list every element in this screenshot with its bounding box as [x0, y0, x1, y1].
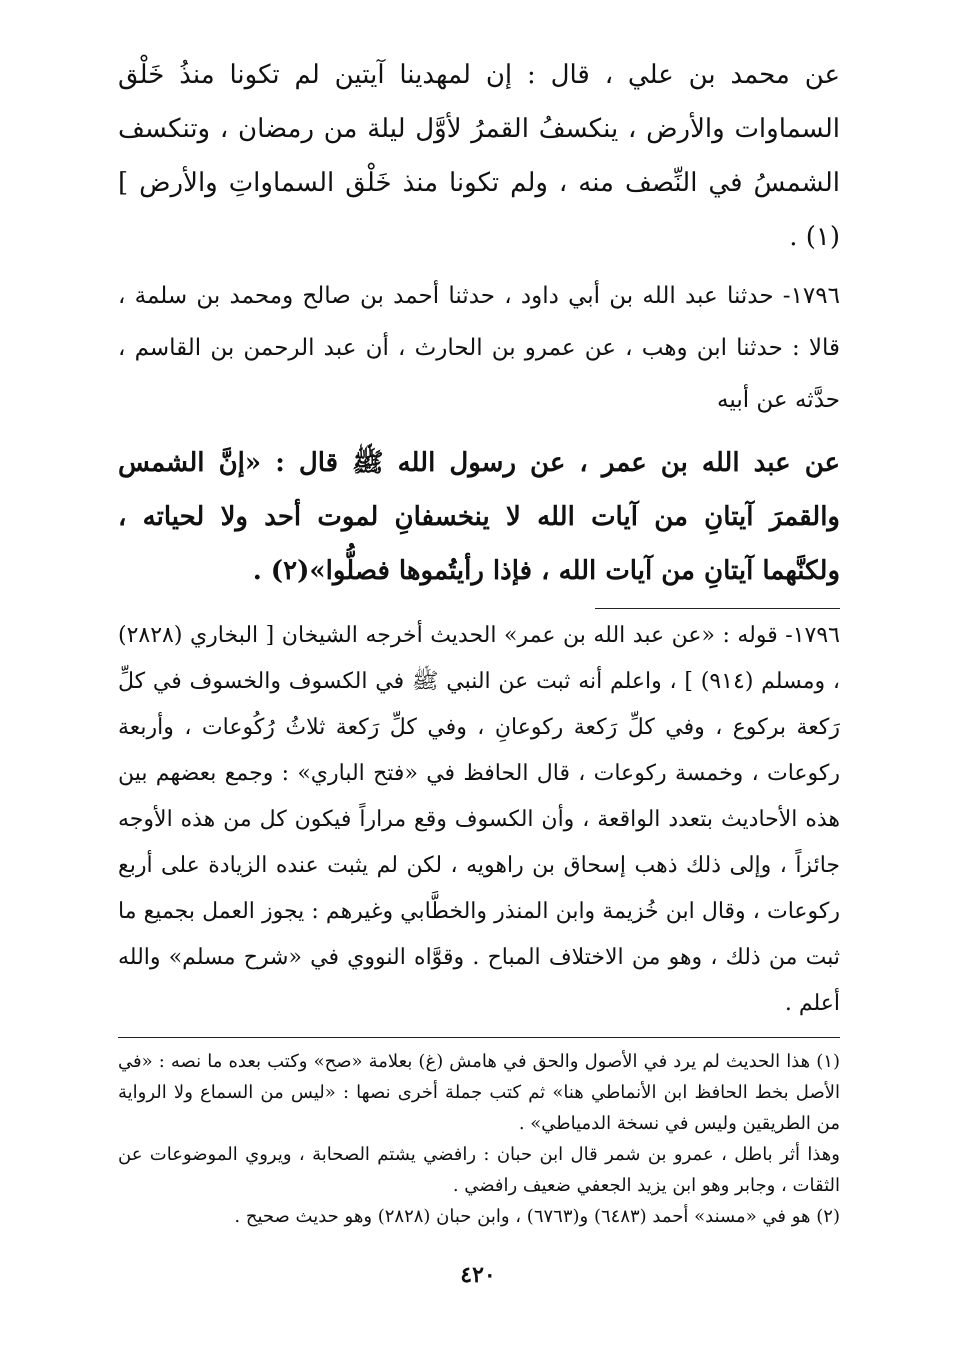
hadith-narration: ١٧٩٦- حدثنا عبد الله بن أبي داود ، حدثنا أحمد بن صالح ومحمد بن سلمة ، قالا : حدثنا ابن وهب ، عن عمرو بن الحارث ، أن عبد الرحمن بن القاسم ، حدَّثه عن أبيه: [118, 283, 840, 413]
footnotes-section: [118, 1046, 840, 1232]
page-number: ٤٢٠: [460, 1262, 496, 1288]
footnote-1: (١) هذا الحديث لم يرد في الأصول والحق في هامش (غ) بعلامة «صح» وكتب بعده ما نصه : «في الأصل بخط الحافظ ابن الأنماطي هنا» ثم كتب جملة أخرى نصها : «ليس من السماع ولا الرواية من الطريقين وليس في نسخة الدمياطي» .: [118, 1051, 840, 1134]
book-page: [118, 48, 840, 1232]
hadith-matn: عن عبد الله بن عمر ، عن رسول الله ﷺ قال : «إنَّ الشمس والقمرَ آيتانِ من آيات الله لا ينخسفانِ لموت أحد ولا لحياته ، ولكنَّهما آيتانِ من آيات الله ، فإذا رأيتُموها فصلُّوا»(٢) .: [118, 448, 840, 586]
commentary-divider: [595, 608, 840, 609]
commentary-text: ١٧٩٦- قوله : «عن عبد الله بن عمر» الحديث أخرجه الشيخان [ البخاري (٢٨٢٨) ، ومسلم (٩١٤) ] ، واعلم أنه ثبت عن النبي ﷺ في الكسوف والخسوف في كلِّ رَكعة بركوع ، وفي كلِّ رَكعة ركوعانِ ، وفي كلِّ رَكعة ثلاثُ رُكُوعات ، وأربعة ركوعات ، وخمسة ركوعات ، قال الحافظ في «فتح الباري» : وجمع بعضهم بين هذه الأحاديث بتعدد الواقعة ، وأن الكسوف وقع مراراً فيكون كل من هذه الأوجه جائزاً ، وإلى ذلك ذهب إسحاق بن راهويه ، لكن لم يثبت عنده الزيادة على أربع ركوعات ، وقال ابن خُزيمة وابن المنذر والخطَّابي وغيرهم : يجوز العمل بجميع ما ثبت من ذلك ، وهو من الاختلاف المباح . وقوَّاه النووي في «شرح مسلم» والله أعلم .: [118, 623, 840, 1016]
footnote-1-continuation: وهذا أثر باطل ، عمرو بن شمر قال ابن حبان : رافضي يشتم الصحابة ، ويروي الموضوعات عن الثقات ، وجابر وهو ابن يزيد الجعفي ضعيف رافضي .: [118, 1144, 840, 1196]
commentary-section: [118, 613, 840, 1027]
footnote-2: (٢) هو في «مسند» أحمد (٦٤٨٣) و(٦٧٦٣) ، وابن حبان (٢٨٢٨) وهو حديث صحيح .: [234, 1206, 840, 1227]
footnote-divider: [118, 1037, 840, 1038]
main-text: [118, 48, 840, 598]
paragraph-athar: عن محمد بن علي ، قال : إن لمهدينا آيتين لم تكونا منذُ خَلْق السماوات والأرض ، ينكسفُ القمرُ لأوَّل ليلة من رمضان ، وتنكسف الشمسُ في النِّصف منه ، ولم تكونا منذ خَلْق السماواتِ والأرض ](١) .: [118, 60, 840, 252]
